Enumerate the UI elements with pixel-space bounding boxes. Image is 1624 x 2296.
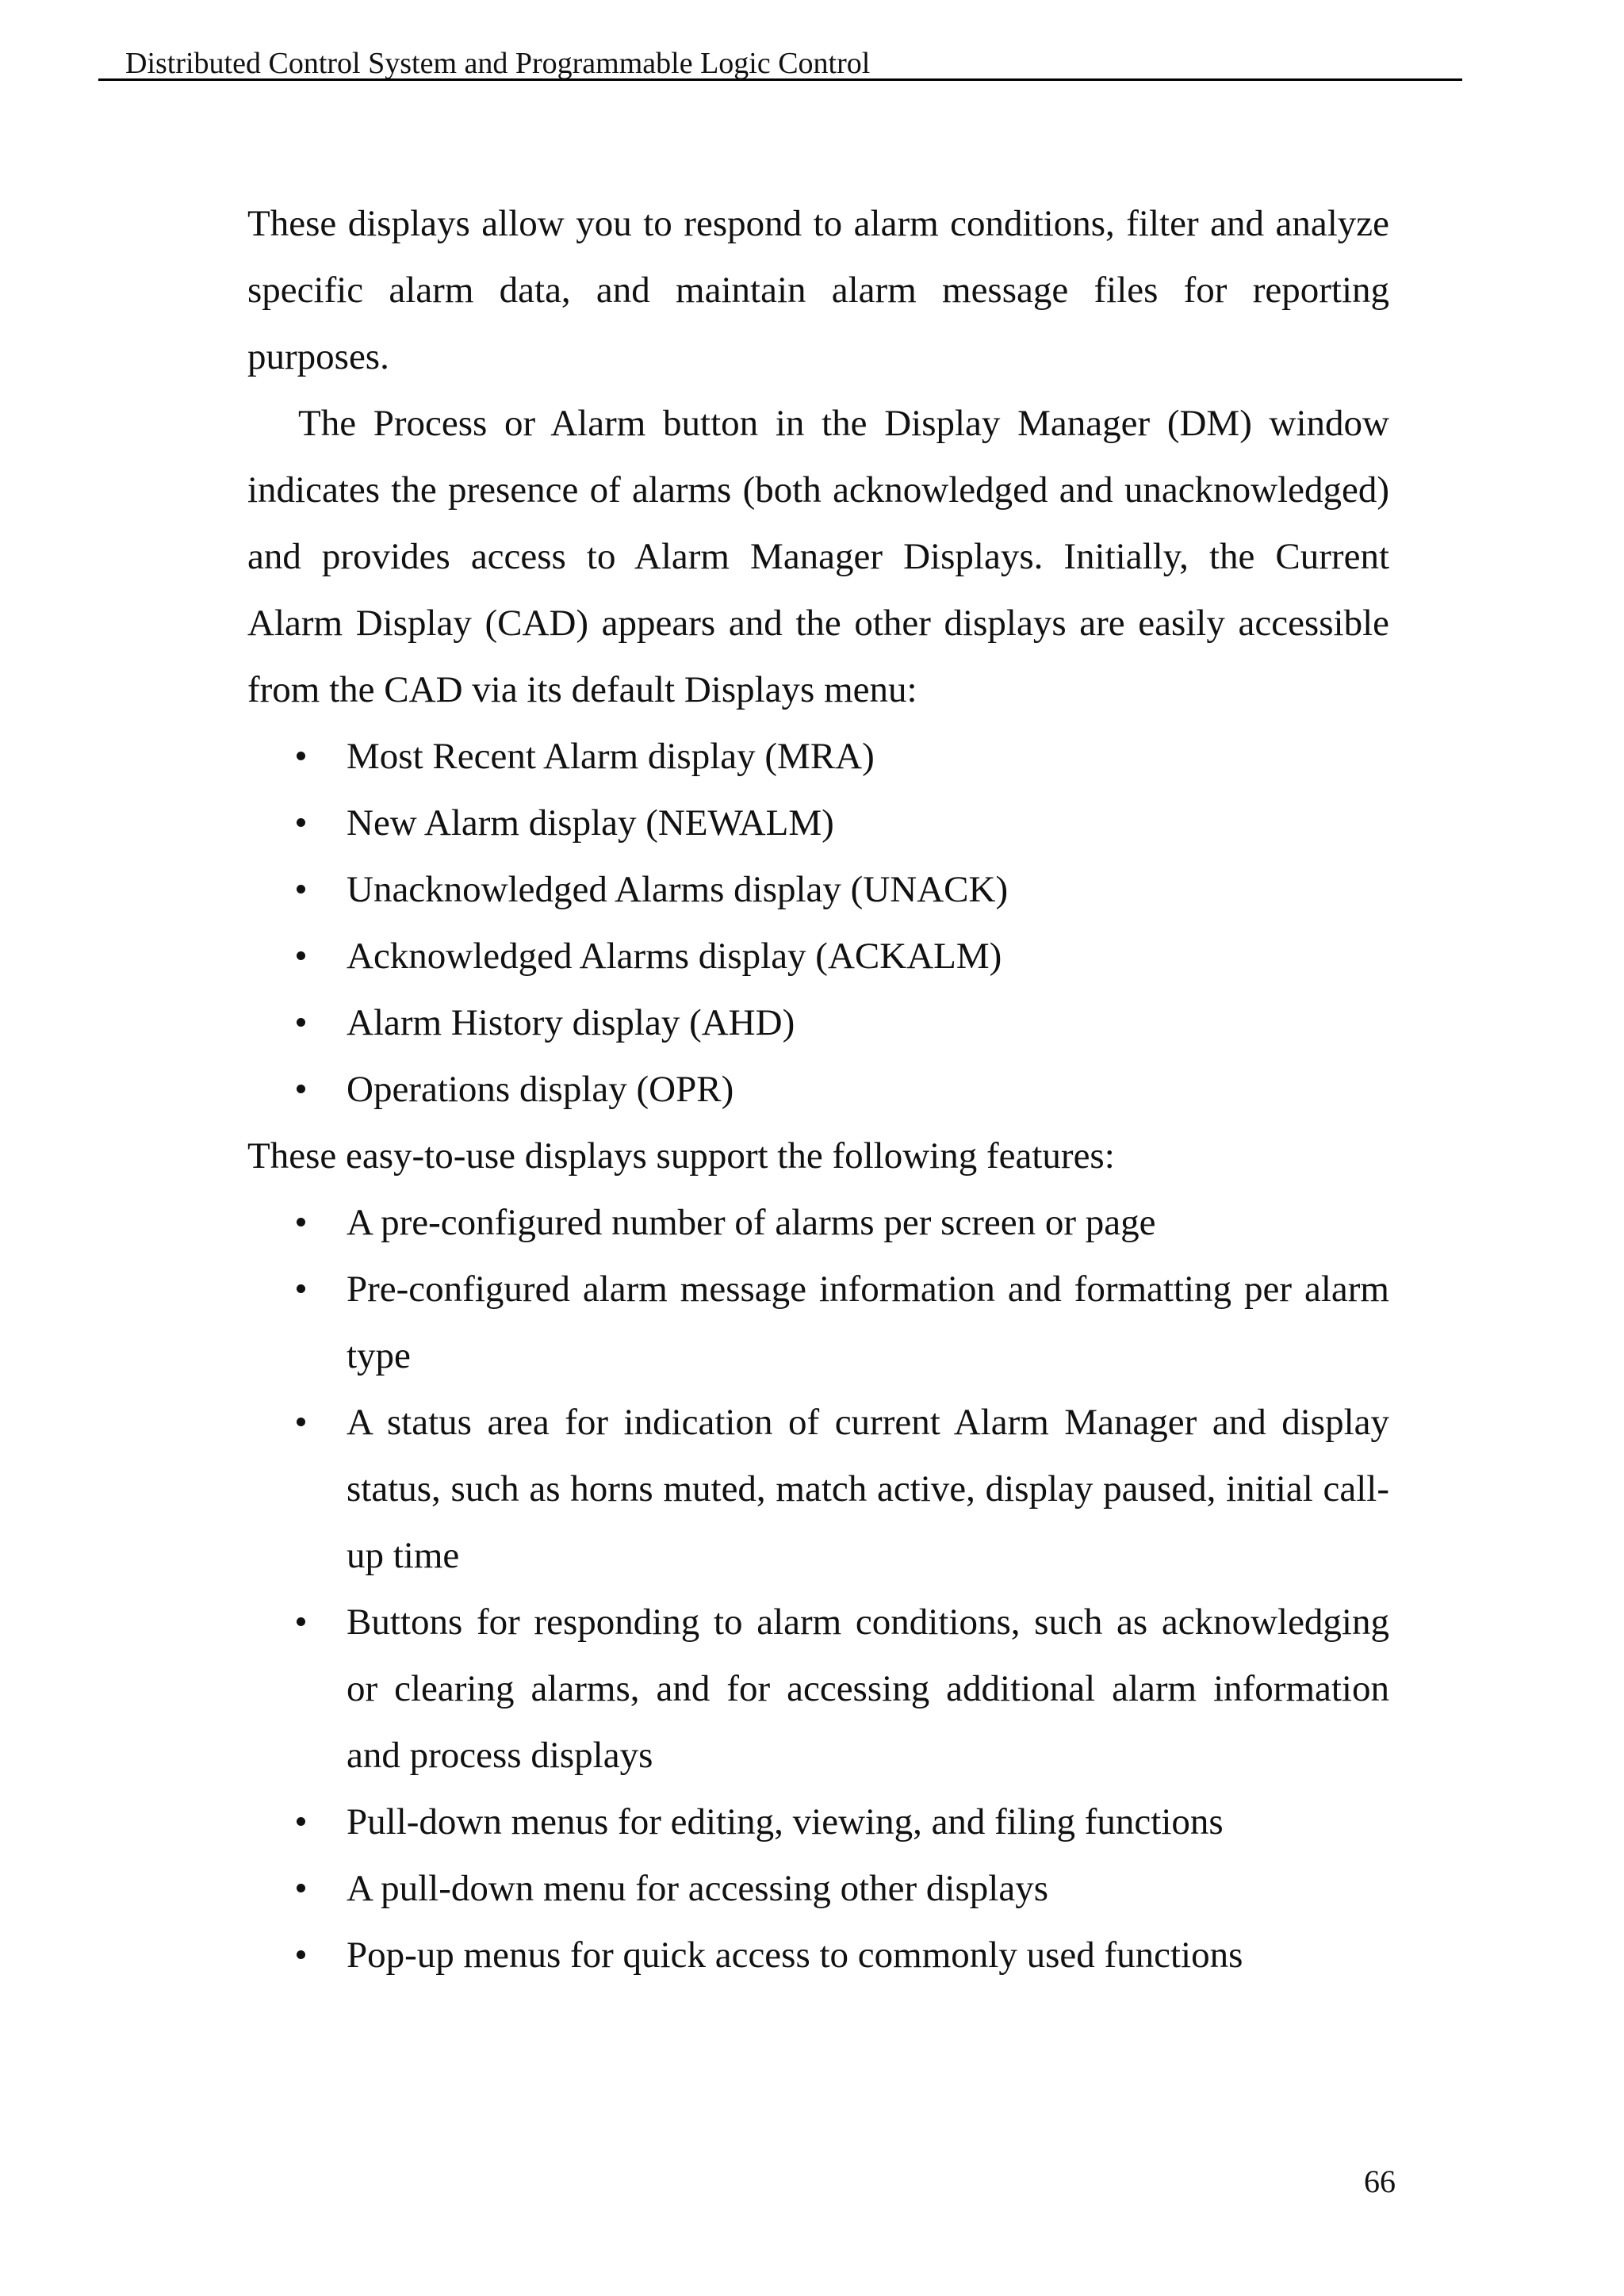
list-item <box>247 1855 1389 1922</box>
list-item <box>247 1189 1389 1256</box>
bullet-icon <box>297 1018 305 1027</box>
list-item-text: A pull-down menu for accessing other displays <box>347 1868 1048 1909</box>
list-item-text: Pop-up menus for quick access to commonly used functions <box>347 1934 1243 1976</box>
list-item-text: A pre-configured number of alarms per screen or page <box>347 1202 1156 1243</box>
bullet-icon <box>297 951 305 960</box>
list-item-text: New Alarm display (NEWALM) <box>347 802 834 844</box>
list-item <box>247 1256 1389 1389</box>
list-item-text: Pull-down menus for editing, viewing, and filing functions <box>347 1801 1224 1843</box>
intro-paragraph: These displays allow you to respond to alarm conditions, filter and analyze specific alarm data, and maintain alarm message files for reporting purposes. <box>247 203 1389 377</box>
list-item-text: A status area for indication of current Alarm Manager and display status, such as horns muted, match active, display paused, initial call-up time <box>347 1402 1389 1576</box>
feature-list <box>247 1189 1389 1988</box>
page-number: 66 <box>1364 2164 1396 2199</box>
features-intro-paragraph: These easy-to-use displays support the following features: <box>247 1135 1115 1177</box>
bullet-icon <box>297 1284 305 1293</box>
alarm-button-paragraph: The Process or Alarm button in the Display Manager (DM) window indicates the presence of alarms (both acknowledged and unacknowledged) and provides access to Alarm Manager Displays. Initially, the Current Alarm Display (CAD) appears and the other displays are easily accessible from the CAD via its default Displays menu: <box>247 403 1389 710</box>
list-item <box>247 1056 1389 1123</box>
list-item <box>247 1789 1389 1855</box>
list-item-text: Most Recent Alarm display (MRA) <box>347 736 875 777</box>
bullet-icon <box>297 1085 305 1093</box>
list-item-text: Buttons for responding to alarm conditions, such as acknowledging or clearing alarms, and for accessing additional alarm information and process displays <box>347 1601 1389 1776</box>
list-item <box>247 723 1389 790</box>
list-item-text: Operations display (OPR) <box>347 1069 734 1110</box>
list-item-text: Alarm History display (AHD) <box>347 1002 795 1043</box>
bullet-icon <box>297 818 305 827</box>
list-item <box>247 1922 1389 1988</box>
list-item-text: Unacknowledged Alarms display (UNACK) <box>347 869 1009 910</box>
alarm-display-list <box>247 723 1389 1123</box>
list-item <box>247 790 1389 856</box>
bullet-icon <box>297 1617 305 1626</box>
list-item <box>247 1589 1389 1789</box>
bullet-icon <box>297 885 305 894</box>
bullet-icon <box>297 1218 305 1226</box>
list-item <box>247 1389 1389 1589</box>
bullet-icon <box>297 1418 305 1426</box>
bullet-icon <box>297 1884 305 1892</box>
page-body <box>247 190 1389 1988</box>
list-item <box>247 856 1389 923</box>
running-header-title: Distributed Control System and Programmable Logic Control <box>125 47 871 80</box>
list-item <box>247 989 1389 1056</box>
running-header <box>98 44 1462 81</box>
list-item-text: Acknowledged Alarms display (ACKALM) <box>347 936 1002 977</box>
bullet-icon <box>297 752 305 760</box>
bullet-icon <box>297 1817 305 1826</box>
list-item-text: Pre-configured alarm message information and formatting per alarm type <box>347 1269 1389 1376</box>
bullet-icon <box>297 1950 305 1959</box>
list-item <box>247 923 1389 989</box>
